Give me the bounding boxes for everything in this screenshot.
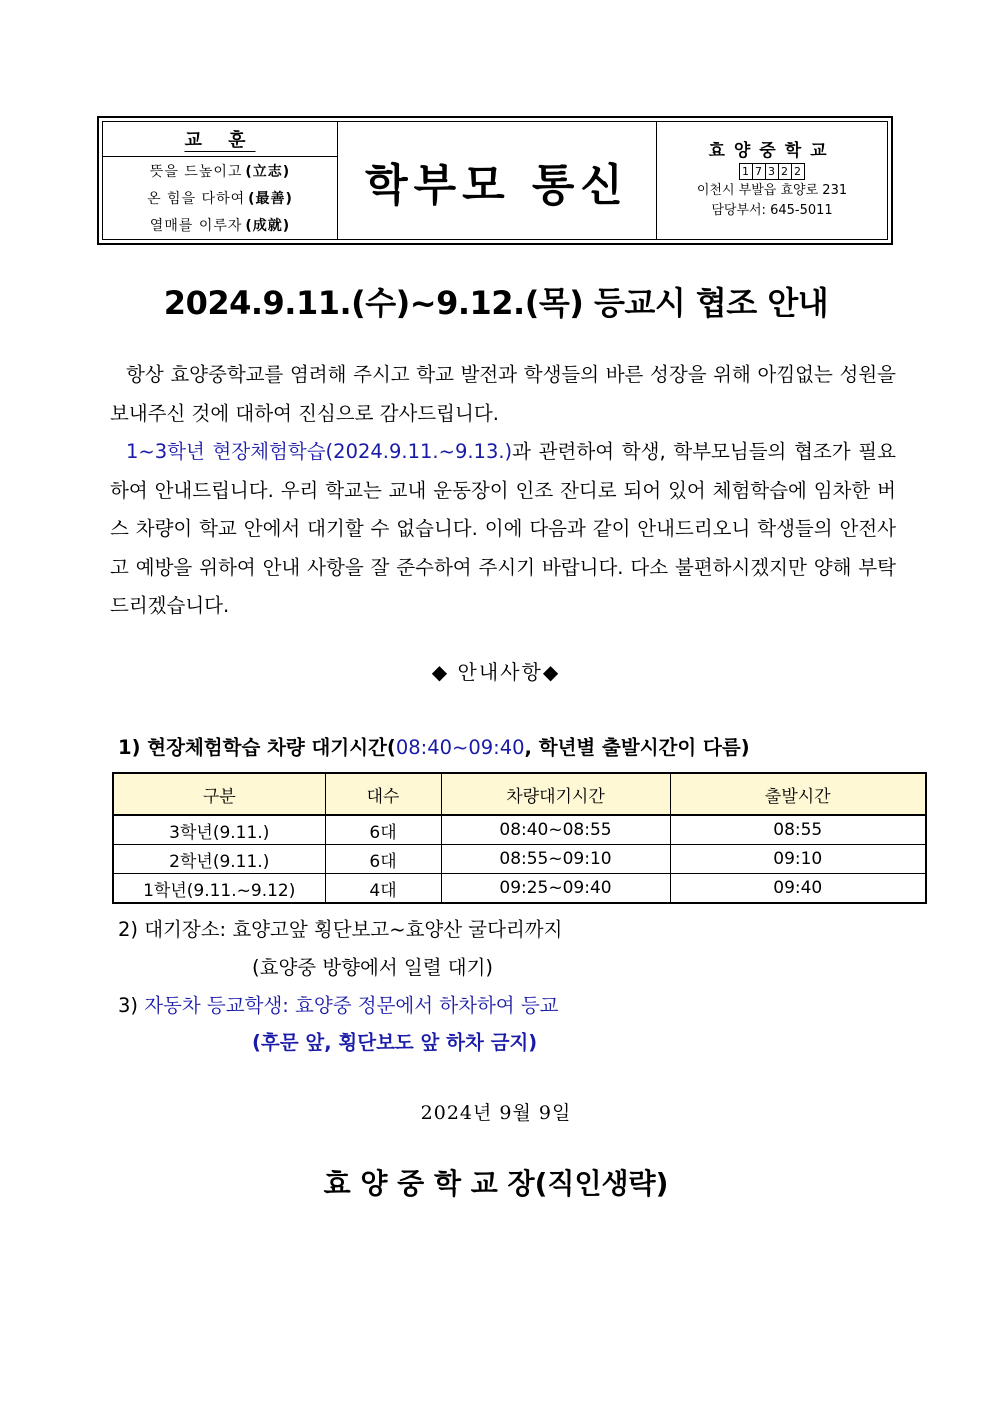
table-cell: 09:10 xyxy=(670,845,926,874)
item-3-line-1: 3) 자동차 등교학생: 효양중 정문에서 하차하여 등교 xyxy=(118,994,559,1017)
item-3-line-2: (후문 앞, 횡단보도 앞 하차 금지) xyxy=(252,1031,538,1054)
newsletter-header xyxy=(97,116,893,245)
intro-paragraph-2: 1~3학년 현장체험학습(2024.9.11.~9.13.)과 관련하여 학생, 학부모님들의 협조가 필요하여 안내드립니다. 우리 학교는 교내 운동장이 인조 잔디로 되어 있어 체험학습에 임차한 버스 차량이 학교 안에서 대기할 수 없습니다. 이에 다음과 같이 안내드리오니 학생들의 안전사고 예방을 위하여 안내 사항을 잘 준수하여 주시기 바랍니다. 다소 불편하시겠지만 양해 부탁드리겠습니다. xyxy=(110,440,896,617)
table-cell: 1학년(9.11.~9.12) xyxy=(113,874,325,904)
postal-digit: 7 xyxy=(752,163,766,180)
table-row xyxy=(113,874,926,904)
table-row xyxy=(113,845,926,874)
table-header: 구분 xyxy=(113,773,325,815)
postal-digit: 1 xyxy=(739,163,753,180)
postal-digit: 2 xyxy=(778,163,792,180)
principal-signature: 효 양 중 학 교 장(직인생략) xyxy=(323,1167,669,1200)
notice-heading: ◆ 안내사항◆ xyxy=(431,660,561,684)
intro-highlight: 1~3학년 현장체험학습(2024.9.11.~9.13.) xyxy=(126,440,513,463)
table-cell: 09:40 xyxy=(670,874,926,904)
intro-paragraph-1: 항상 효양중학교를 염려해 주시고 학교 발전과 학생들의 바른 성장을 위해 아낌없는 성원을 보내주신 것에 대하여 진심으로 감사드립니다. xyxy=(110,363,896,425)
page-title: 2024.9.11.(수)~9.12.(목) 등교시 협조 안내 xyxy=(163,284,829,322)
motto-line-2: 온 힘을 다하여 (最善) xyxy=(147,190,293,207)
postal-digit: 3 xyxy=(765,163,779,180)
school-info xyxy=(657,122,887,239)
table-header-row xyxy=(113,773,926,815)
table-cell: 2학년(9.11.) xyxy=(113,845,325,874)
motto-title: 교 훈 xyxy=(103,122,337,157)
table-cell: 09:25~09:40 xyxy=(441,874,670,904)
table-cell: 6대 xyxy=(325,815,441,845)
table-header: 대수 xyxy=(325,773,441,815)
motto-line-1: 뜻을 드높이고 (立志) xyxy=(149,163,291,180)
item-2-line-1: 2) 대기장소: 효양고앞 횡단보고~효양산 굴다리까지 xyxy=(118,918,563,941)
table-header: 차량대기시간 xyxy=(441,773,670,815)
table-cell: 3학년(9.11.) xyxy=(113,815,325,845)
school-motto-box xyxy=(103,122,338,239)
table-cell: 08:55 xyxy=(670,815,926,845)
postal-digit: 2 xyxy=(791,163,805,180)
motto-line-3: 열매를 이루자 (成就) xyxy=(149,218,291,235)
table-cell: 4대 xyxy=(325,874,441,904)
table-cell: 08:40~08:55 xyxy=(441,815,670,845)
item-2-line-2: (효양중 방향에서 일렬 대기) xyxy=(252,956,494,979)
table-cell: 6대 xyxy=(325,845,441,874)
bus-schedule-table xyxy=(112,772,927,904)
wait-time-range: 08:40~09:40 xyxy=(395,736,525,759)
school-contact: 담당부서: 645-5011 xyxy=(711,202,833,218)
school-address: 이천시 부발읍 효양로 231 xyxy=(696,182,848,198)
school-name: 효양중학교 xyxy=(708,140,836,161)
table-header: 출발시간 xyxy=(670,773,926,815)
issue-date: 2024년 9월 9일 xyxy=(420,1102,572,1124)
newsletter-banner: 학부모 통신 xyxy=(338,122,657,239)
postal-code xyxy=(740,163,805,180)
table-cell: 08:55~09:10 xyxy=(441,845,670,874)
item-1-heading: 1) 현장체험학습 차량 대기시간(08:40~09:40, 학년별 출발시간이 다름) xyxy=(118,736,750,759)
table-row xyxy=(113,815,926,845)
